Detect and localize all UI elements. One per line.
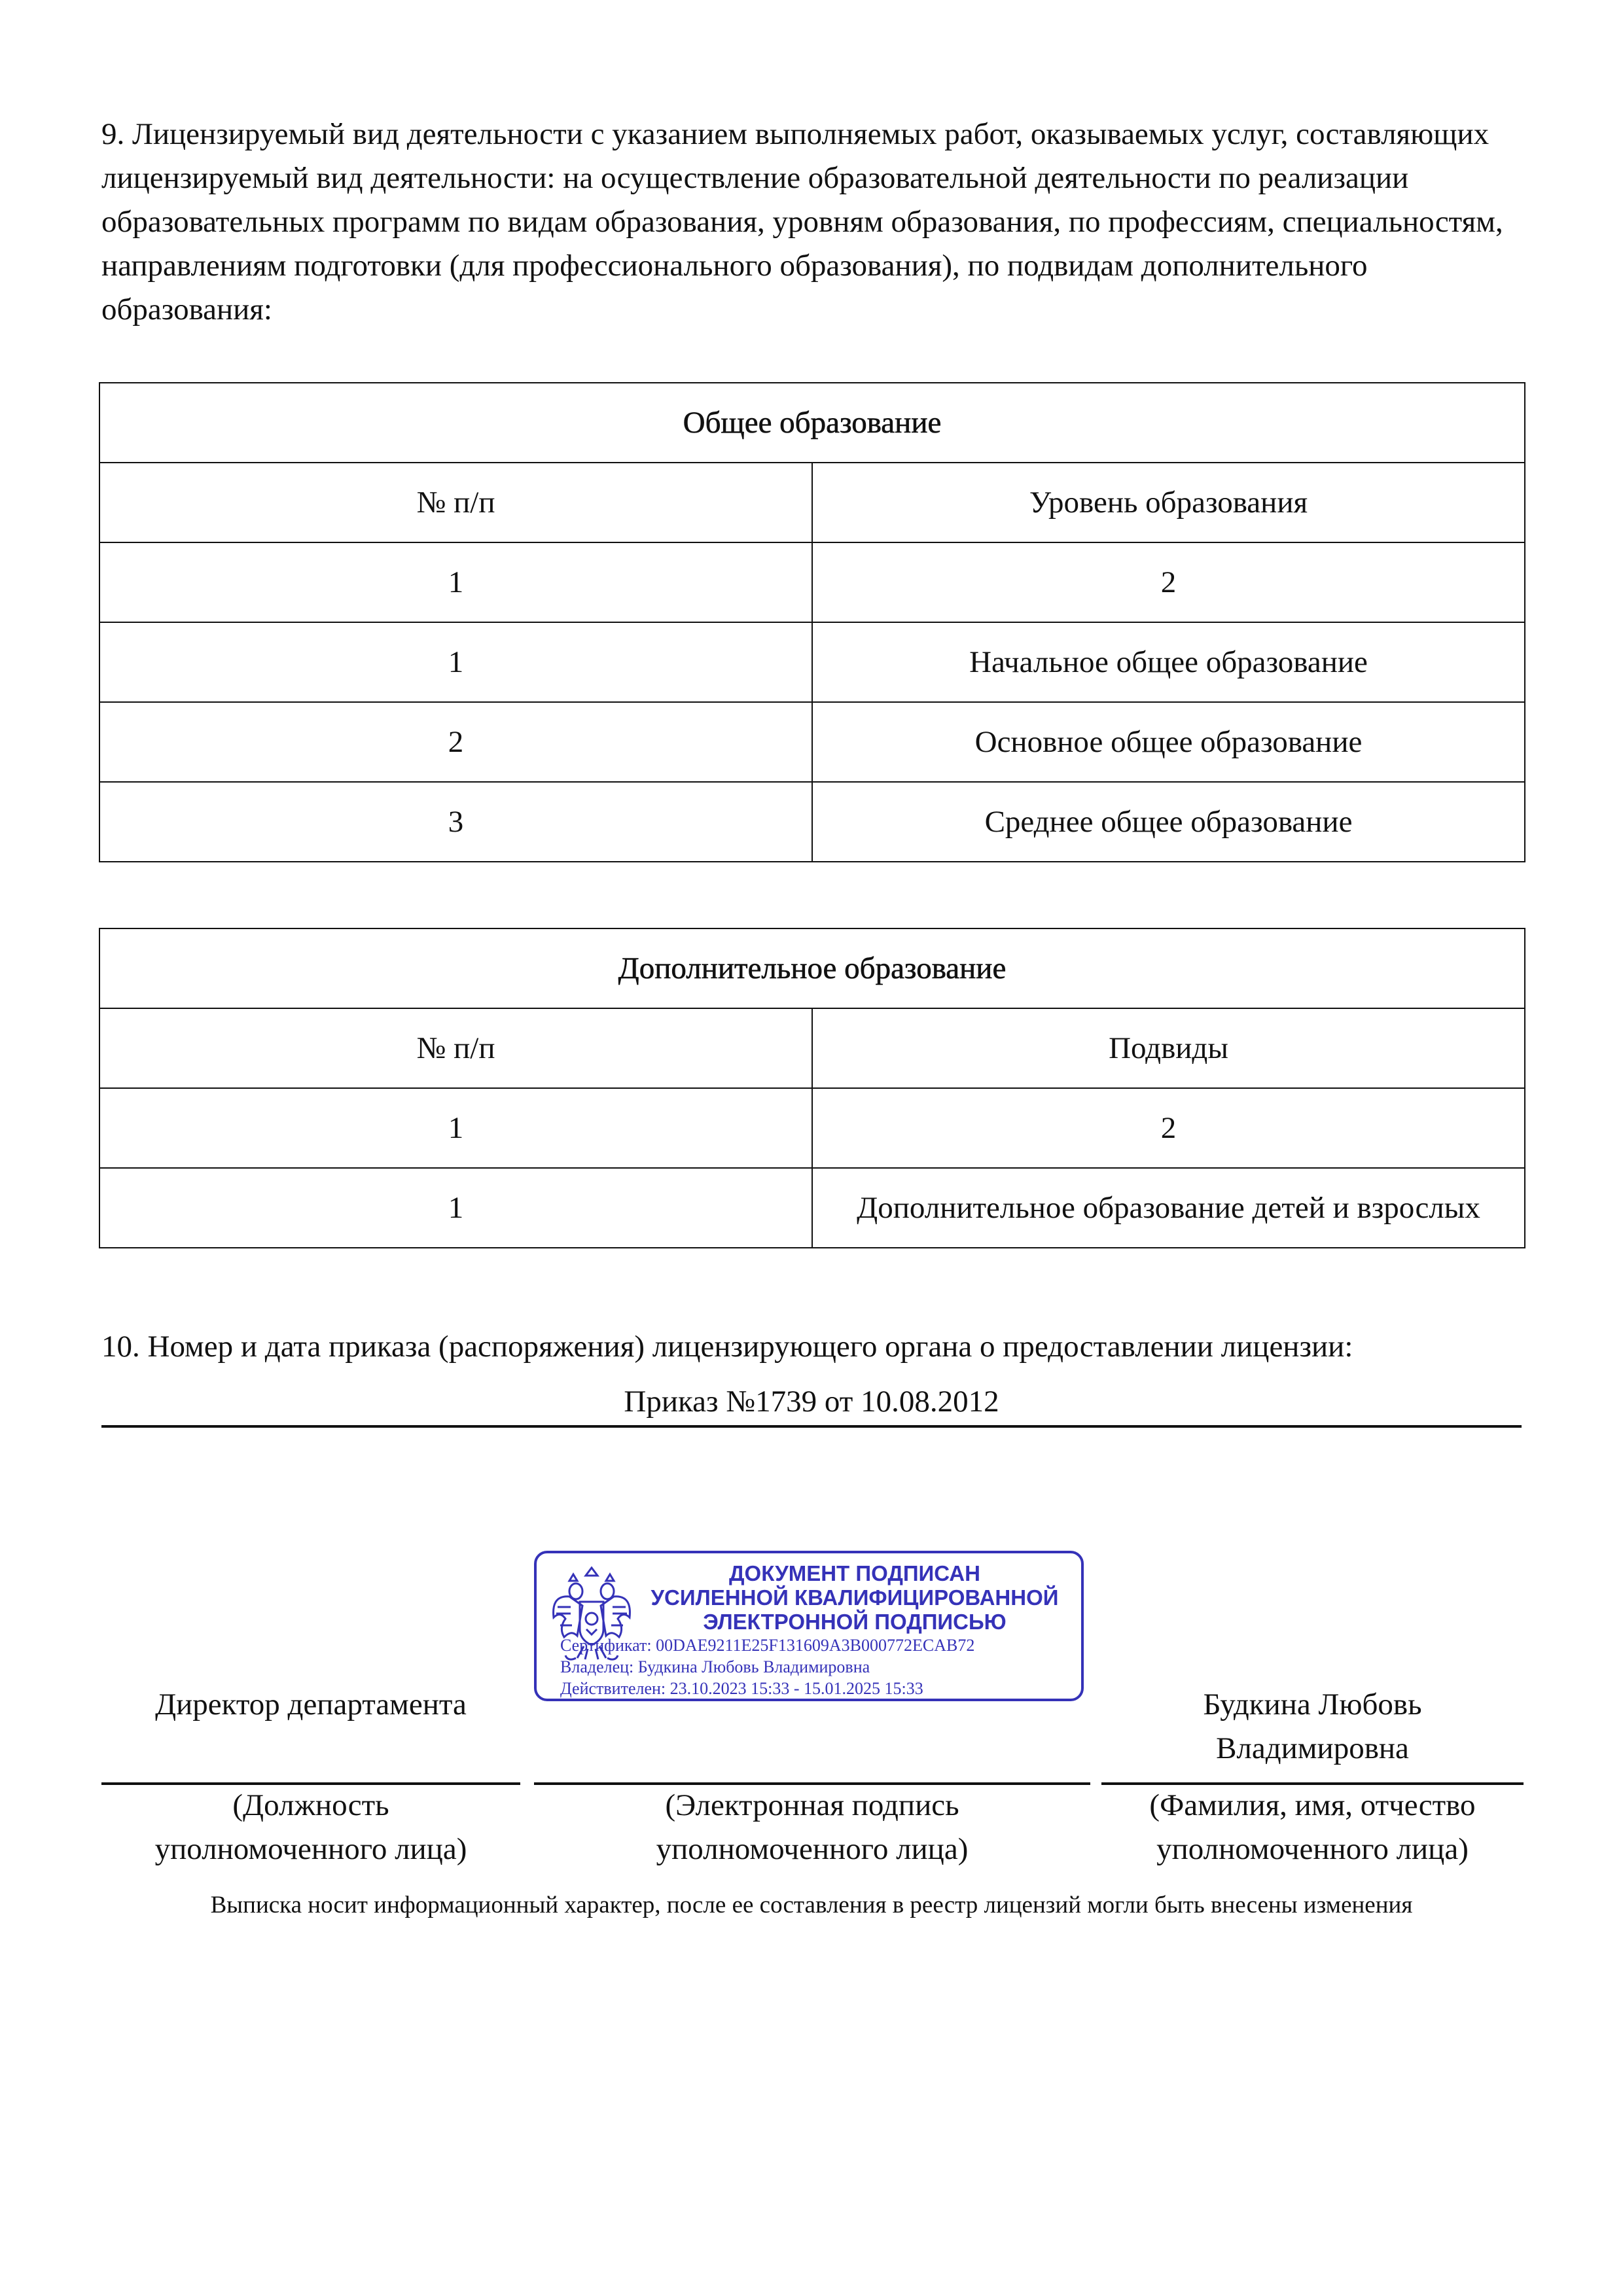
stamp-validity: Действителен: 23.10.2023 15:33 - 15.01.2025 15:33	[560, 1679, 923, 1698]
general-education-table	[99, 382, 1525, 862]
row-number: 1	[99, 542, 812, 622]
table-title-row	[99, 928, 1525, 1008]
additional-education-table	[99, 928, 1525, 1248]
caption-line: (Электронная подпись	[665, 1788, 959, 1822]
section-10-text: 10. Номер и дата приказа (распоряжения) лицензирующего органа о предоставлении лицензии:	[101, 1330, 1353, 1364]
name-value	[1101, 1683, 1524, 1771]
stamp-certificate: Сертификат: 00DAE9211E25F131609A3B000772ECAB72	[560, 1636, 975, 1655]
column-subtype-header: Подвиды	[812, 1008, 1525, 1088]
stamp-title-line: ЭЛЕКТРОННОЙ ПОДПИСЬЮ	[703, 1610, 1007, 1634]
caption-line: уполномоченного лица)	[1156, 1832, 1469, 1866]
table-header-row	[99, 463, 1525, 542]
row-number: 1	[99, 1168, 812, 1248]
section-9-text: 9. Лицензируемый вид деятельности с указанием выполняемых работ, оказываемых услуг, составляющих лицензируемый вид деятельности: на осуществление образовательной деятельности по реализации образовательных программ по видам образования, уровням образования, по профессиям, специальностям, направлениям подготовки (для профессионального образования), по подвидам дополнительного образования:	[101, 117, 1503, 327]
table-title-row	[99, 383, 1525, 463]
signature-stamp	[534, 1551, 1084, 1701]
name-caption	[1101, 1784, 1524, 1871]
stamp-title-line: УСИЛЕННОЙ КВАЛИФИЦИРОВАННОЙ	[651, 1585, 1059, 1610]
column-number-header: № п/п	[99, 1008, 812, 1088]
name-value-line: Владимировна	[1216, 1731, 1409, 1765]
position-caption	[101, 1784, 520, 1871]
order-underline	[101, 1425, 1522, 1428]
stamp-title-line: ДОКУМЕНТ ПОДПИСАН	[729, 1561, 980, 1585]
column-number-header: № п/п	[99, 463, 812, 542]
table-row	[99, 1088, 1525, 1168]
row-number: 2	[99, 702, 812, 782]
column-level-header: Уровень образования	[812, 463, 1525, 542]
table-row	[99, 1168, 1525, 1248]
table-row	[99, 702, 1525, 782]
caption-line: (Должность	[232, 1788, 389, 1822]
row-number: 3	[99, 782, 812, 862]
table-row	[99, 622, 1525, 702]
footnote: Выписка носит информационный характер, после ее составления в реестр лицензий могли быть внесены изменения	[210, 1892, 1413, 1918]
stamp-details	[560, 1634, 974, 1699]
position-value: Директор департамента	[155, 1687, 467, 1722]
caption-line: уполномоченного лица)	[656, 1832, 969, 1866]
table-header-row	[99, 1008, 1525, 1088]
row-number: 1	[99, 1088, 812, 1168]
general-education-title: Общее образование	[99, 383, 1525, 463]
caption-line: (Фамилия, имя, отчество	[1149, 1788, 1476, 1822]
row-name: 2	[812, 1088, 1525, 1168]
name-value-line: Будкина Любовь	[1203, 1687, 1422, 1722]
additional-education-title: Дополнительное образование	[99, 928, 1525, 1008]
row-name: Основное общее образование	[812, 702, 1525, 782]
caption-line: уполномоченного лица)	[154, 1832, 467, 1866]
signature-caption	[534, 1784, 1090, 1871]
row-name: Начальное общее образование	[812, 622, 1525, 702]
table-row	[99, 542, 1525, 622]
stamp-title	[635, 1561, 1075, 1634]
row-name: 2	[812, 542, 1525, 622]
stamp-owner: Владелец: Будкина Любовь Владимировна	[560, 1657, 870, 1676]
row-number: 1	[99, 622, 812, 702]
row-name: Дополнительное образование детей и взрослых	[812, 1168, 1525, 1248]
row-name: Среднее общее образование	[812, 782, 1525, 862]
order-number: Приказ №1739 от 10.08.2012	[624, 1385, 999, 1419]
table-row	[99, 782, 1525, 862]
